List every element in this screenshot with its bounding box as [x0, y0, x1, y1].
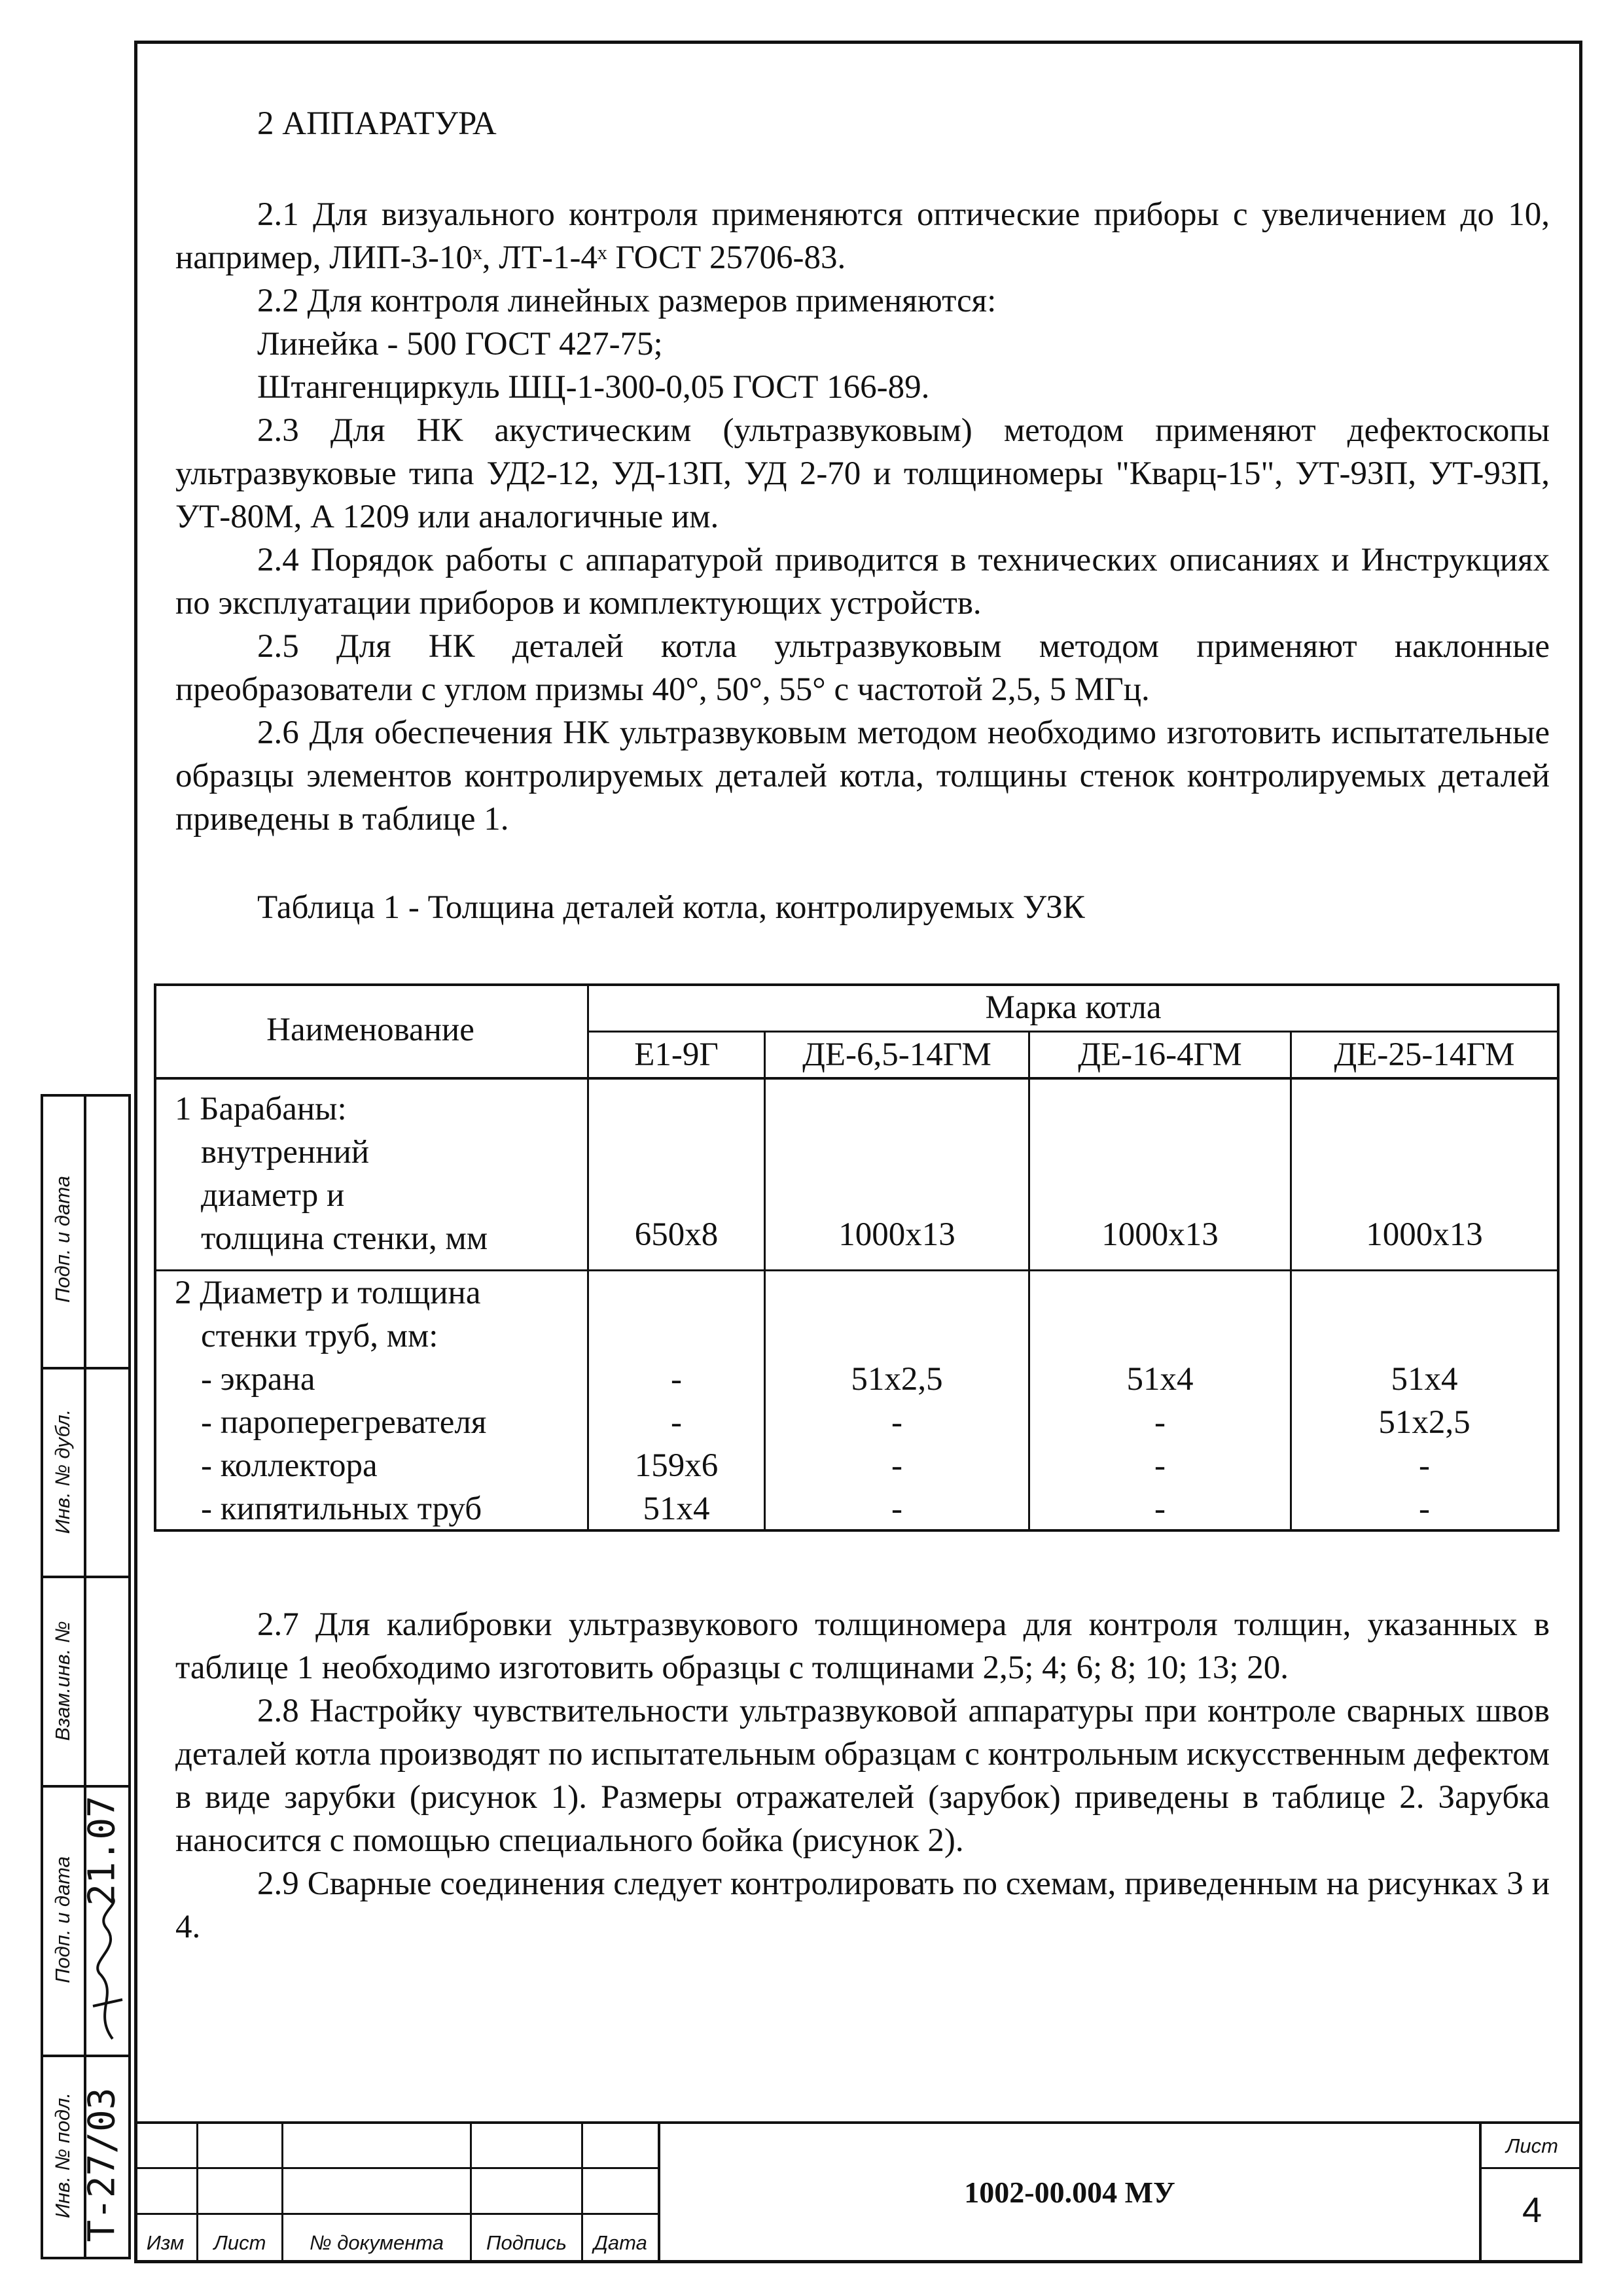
section-heading: 2 АППАРАТУРА [257, 105, 497, 142]
margin-strip [41, 1094, 131, 2259]
table-cell: 51х2,5 [1378, 1404, 1471, 1441]
table-cell: - [891, 1491, 902, 1527]
table-cell: 51х2,5 [851, 1361, 943, 1398]
paragraph-2-9: 2.9 Сварные соединения следует контролировать по схемам, приведенным на рисунках 3 и 4. [175, 1865, 1550, 1945]
table-caption: Таблица 1 - Толщина деталей котла, контролируемых УЗК [257, 889, 1085, 926]
table-cell: - [1154, 1404, 1166, 1441]
sheet-number: 4 [1522, 2191, 1543, 2230]
margin-label-orig-inv: Инв. № подл. [51, 2092, 74, 2219]
column-header: ДЕ-25-14ГМ [1334, 1036, 1515, 1073]
tb-label-signature: Подпись [486, 2231, 567, 2254]
table-cell: 1000х13 [838, 1216, 955, 1253]
paragraph-2-3: 2.3 Для НК акустическим (ультразвуковым) методом применяют дефектоскопы ультразвуковые типа УД2-12, УД-13П, УД 2-70 и толщиномеры "Кварц-15", УТ-93П, УТ-93П, УТ-80М, А 1209 или аналогичные им. [175, 412, 1550, 535]
row-label: диаметр и [201, 1177, 345, 1214]
margin-label-dup-inv: Инв. № дубл. [51, 1409, 74, 1534]
tb-label-date: Дата [594, 2231, 647, 2254]
table-cell: 650х8 [634, 1216, 719, 1253]
table-cell: 1000х13 [1366, 1216, 1483, 1253]
table-cell: 51х4 [1126, 1361, 1194, 1398]
row-label: стенки труб, мм: [201, 1318, 438, 1354]
tb-sheet-label: Лист [1506, 2134, 1558, 2157]
title-block [134, 2121, 1582, 2263]
row-label: - пароперегревателя [201, 1404, 487, 1441]
handwritten-inv-no: Т-27/03 [80, 2087, 124, 2242]
row-label: - экрана [201, 1361, 315, 1398]
header-name: Наименование [266, 1012, 474, 1048]
margin-label-sign-date: Подп. и дата [51, 1175, 74, 1303]
table-cell: - [891, 1447, 902, 1484]
table-cell: - [1154, 1447, 1166, 1484]
tb-label-sheet: Лист [213, 2231, 266, 2254]
tb-label-doc-no: № документа [310, 2231, 444, 2254]
paragraph-2-6: 2.6 Для обеспечения НК ультразвуковым методом необходимо изготовить испытательные образцы элементов контролируемых деталей котла, толщины стенок контролируемых деталей приведены в таблице 1. [175, 715, 1550, 838]
row-label: толщина стенки, мм [201, 1220, 488, 1257]
column-header: Е1-9Г [634, 1036, 719, 1073]
table-cell: - [891, 1404, 902, 1441]
header-group: Марка котла [985, 989, 1162, 1026]
document-code: 1002-00.004 МУ [964, 2176, 1175, 2209]
row-label: внутренний [201, 1134, 370, 1171]
paragraph-2-5: 2.5 Для НК деталей котла ультразвуковым методом применяют наклонные преобразователи с углом призмы 40°, 50°, 55° с частотой 2,5, 5 МГц. [175, 628, 1550, 708]
paragraph-2-1: 2.1 Для визуального контроля применяются оптические приборы с увеличением до 10, например, ЛИП-3-10ˣ, ЛТ-1-4ˣ ГОСТ 25706-83. [175, 196, 1550, 276]
tb-label-change: Изм [146, 2231, 185, 2254]
row-label: - коллектора [201, 1447, 378, 1484]
table-cell: - [671, 1361, 682, 1398]
table-cell: 159х6 [634, 1447, 719, 1484]
margin-label-sign-date-2: Подп. и дата [51, 1856, 74, 1984]
paragraphs-top [175, 193, 1550, 841]
row-label: - кипятильных труб [201, 1491, 482, 1527]
table-cell: - [1419, 1491, 1430, 1527]
paragraphs-bottom [175, 1603, 1550, 1949]
table-cell: 1000х13 [1101, 1216, 1219, 1253]
paragraph-2-2-caliper: Штангенциркуль ШЦ-1-300-0,05 ГОСТ 166-89. [257, 369, 930, 406]
handwritten-date: 21.07 [80, 1795, 124, 1906]
table-cell: - [671, 1404, 682, 1441]
margin-label-replace-inv: Взам.инв. № [51, 1621, 74, 1741]
paragraph-2-2-ruler: Линейка - 500 ГОСТ 427-75; [257, 326, 663, 362]
row-label: 2 Диаметр и толщина [175, 1275, 481, 1311]
column-header: ДЕ-6,5-14ГМ [802, 1036, 991, 1073]
table-cell: - [1154, 1491, 1166, 1527]
column-header: ДЕ-16-4ГМ [1078, 1036, 1242, 1073]
row-label: 1 Барабаны: [175, 1091, 347, 1127]
table-1 [154, 983, 1560, 1532]
table-cell: 51х4 [1391, 1361, 1458, 1398]
paragraph-2-4: 2.4 Порядок работы с аппаратурой приводится в технических описаниях и Инструкциях по эксплуатации приборов и комплектующих устройств. [175, 542, 1550, 622]
table-cell: - [1419, 1447, 1430, 1484]
table-cell: 51х4 [643, 1491, 710, 1527]
paragraph-2-8: 2.8 Настройку чувствительности ультразвуковой аппаратуры при контроле сварных швов деталей котла производят по испытательным образцам с контрольным искусственным дефектом в виде зарубки (рисунок 1). Размеры отражателей (зарубок) приведены в таблице 2. Зарубка наносится с помощью специального бойка (рисунок 2). [175, 1693, 1550, 1859]
paragraph-2-7: 2.7 Для калибровки ультразвукового толщиномера для контроля толщин, указанных в таблице 1 необходимо изготовить образцы с толщинами 2,5; 4; 6; 8; 10; 13; 20. [175, 1606, 1550, 1686]
paragraph-2-2: 2.2 Для контроля линейных размеров применяются: [257, 283, 997, 319]
signature-icon [86, 1895, 130, 2045]
